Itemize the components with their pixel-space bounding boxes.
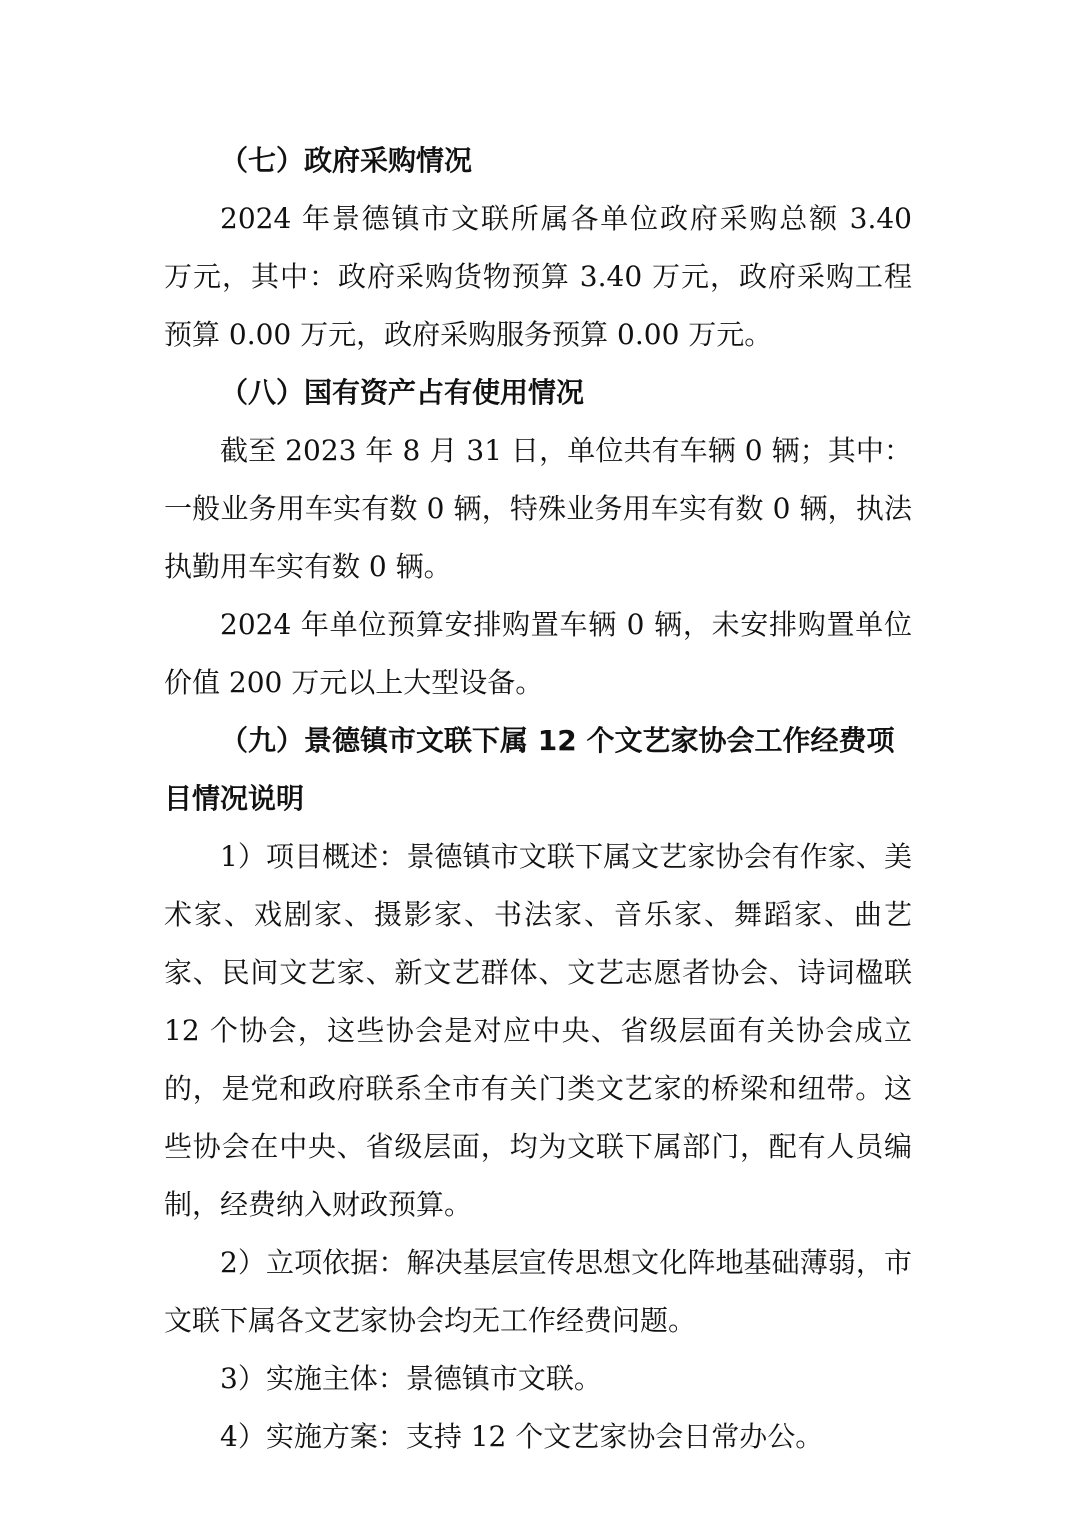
project-basis-item: 2）立项依据：解决基层宣传思想文化阵地基础薄弱，市文联下属各文艺家协会均无工作经费问题。 (164, 1246, 912, 1337)
project-overview-item: 1）项目概述：景德镇市文联下属文艺家协会有作家、美术家、戏剧家、摄影家、书法家、音乐家、舞蹈家、曲艺家、民间文艺家、新文艺群体、文艺志愿者协会、诗词楹联 12 个协会，这些协会是对应中央、省级层面有关协会成立的，是党和政府联系全市有关门类文艺家的桥梁和纽带。这些协会在中央、省级层面，均为文联下属部门，配有人员编制，经费纳入财政预算。 (164, 840, 912, 1221)
procurement-paragraph: 2024 年景德镇市文联所属各单位政府采购总额 3.40 万元，其中：政府采购货物预算 3.40 万元，政府采购工程预算 0.00 万元，政府采购服务预算 0.00 万元。 (164, 202, 912, 351)
purchase-plan-paragraph: 2024 年单位预算安排购置车辆 0 辆，未安排购置单位价值 200 万元以上大型设备。 (164, 608, 912, 699)
project-subject-item: 3）实施主体：景德镇市文联。 (220, 1362, 602, 1395)
project-plan-item: 4）实施方案：支持 12 个文艺家协会日常办公。 (220, 1420, 824, 1453)
section-heading-project: （九）景德镇市文联下属 12 个文艺家协会工作经费项目情况说明 (164, 724, 895, 815)
document-body (164, 132, 912, 1466)
section-heading-procurement: （七）政府采购情况 (220, 144, 473, 177)
section-heading-assets: （八）国有资产占有使用情况 (220, 376, 585, 409)
vehicles-paragraph: 截至 2023 年 8 月 31 日，单位共有车辆 0 辆；其中：一般业务用车实有数 0 辆，特殊业务用车实有数 0 辆，执法执勤用车实有数 0 辆。 (164, 434, 912, 583)
